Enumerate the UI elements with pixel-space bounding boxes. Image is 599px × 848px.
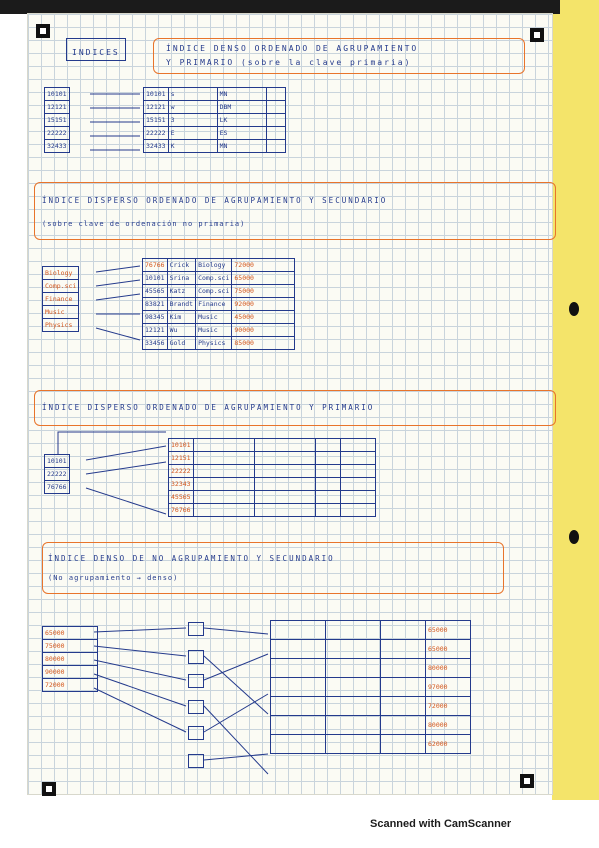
table-row: 45565 bbox=[169, 491, 376, 504]
section4-index bbox=[42, 626, 98, 692]
table-row: 10101 s MN bbox=[144, 88, 286, 101]
table-row: 72000 bbox=[271, 697, 471, 716]
list-item: Music bbox=[43, 306, 79, 319]
table-row: 65000 bbox=[271, 621, 471, 640]
table-row: 97000 bbox=[271, 678, 471, 697]
section4-file bbox=[270, 620, 471, 754]
table-row: 65000 bbox=[271, 640, 471, 659]
list-item: 80000 bbox=[43, 653, 98, 666]
table-row: 76766 Crick Biology 72000 bbox=[143, 259, 295, 272]
table-row: 15151 3 LK bbox=[144, 114, 286, 127]
bucket-box bbox=[188, 754, 204, 768]
table-row: 98345 Kim Music 45000 bbox=[143, 311, 295, 324]
paper-edge bbox=[552, 0, 599, 800]
section2-index bbox=[42, 266, 79, 332]
table-row: 10101 bbox=[169, 439, 376, 452]
table-row: 22222 bbox=[169, 465, 376, 478]
section1-subtitle: Y PRIMARIO (sobre la clave primaria) bbox=[166, 58, 412, 67]
table-row: 12121 Wu Music 90000 bbox=[143, 324, 295, 337]
list-item: Physics bbox=[43, 319, 79, 332]
list-item: 10101 bbox=[45, 88, 70, 101]
page-title bbox=[66, 38, 126, 61]
list-item: 22222 bbox=[45, 127, 70, 140]
section1-title: ÍNDICE DENSO ORDENADO DE AGRUPAMIENTO bbox=[166, 44, 419, 53]
table-row: 80000 bbox=[271, 716, 471, 735]
table-row: 22222 E ES bbox=[144, 127, 286, 140]
list-item: 72000 bbox=[43, 679, 98, 692]
table-row: 10101 Srina Comp.sci 65000 bbox=[143, 272, 295, 285]
list-item: Biology bbox=[43, 267, 79, 280]
list-item: Comp.sci bbox=[43, 280, 79, 293]
table-row: 33456 Gold Physics 85000 bbox=[143, 337, 295, 350]
table-row: 83821 Brandt Finance 92000 bbox=[143, 298, 295, 311]
list-item: 75000 bbox=[43, 640, 98, 653]
table-row: 76766 bbox=[169, 504, 376, 517]
table-row: 12151 bbox=[169, 452, 376, 465]
section2-title-box bbox=[34, 182, 556, 240]
bucket-box bbox=[188, 726, 204, 740]
section3-file bbox=[168, 438, 376, 517]
section3-title: ÍNDICE DISPERSO ORDENADO DE AGRUPAMIENTO Y PRIMARIO bbox=[42, 403, 375, 412]
notebook-page bbox=[28, 14, 552, 794]
list-item: 22222 bbox=[45, 468, 70, 481]
list-item: 65000 bbox=[43, 627, 98, 640]
corner-marker-icon bbox=[36, 24, 50, 38]
list-item: 32433 bbox=[45, 140, 70, 153]
section4-title: ÍNDICE DENSO DE NO AGRUPAMIENTO Y SECUNDARIO bbox=[48, 554, 335, 563]
corner-marker-icon bbox=[520, 774, 534, 788]
page-title-text: INDICES bbox=[72, 48, 120, 57]
bucket-box bbox=[188, 700, 204, 714]
section3-index bbox=[44, 454, 70, 494]
scan-top-border bbox=[0, 0, 560, 14]
table-row: 62000 bbox=[271, 735, 471, 754]
table-row: 32433 K MN bbox=[144, 140, 286, 153]
table-row: 45565 Katz Comp.sci 75000 bbox=[143, 285, 295, 298]
binder-hole-icon bbox=[569, 302, 579, 316]
bucket-box bbox=[188, 674, 204, 688]
table-row: 12121 w DBM bbox=[144, 101, 286, 114]
bucket-box bbox=[188, 650, 204, 664]
section4-title-box bbox=[42, 542, 504, 594]
section2-subtitle: (sobre clave de ordenación no primaria) bbox=[42, 220, 246, 228]
list-item: 12121 bbox=[45, 101, 70, 114]
bucket-box bbox=[188, 622, 204, 636]
section2-file bbox=[142, 258, 295, 350]
corner-marker-icon bbox=[530, 28, 544, 42]
list-item: Finance bbox=[43, 293, 79, 306]
section1-index bbox=[44, 87, 70, 153]
table-row: 80000 bbox=[271, 659, 471, 678]
list-item: 90000 bbox=[43, 666, 98, 679]
list-item: 10101 bbox=[45, 455, 70, 468]
section4-subtitle: (No agrupamiento → denso) bbox=[48, 574, 179, 582]
list-item: 15151 bbox=[45, 114, 70, 127]
section1-file bbox=[143, 87, 286, 153]
table-row: 32343 bbox=[169, 478, 376, 491]
binder-hole-icon bbox=[569, 530, 579, 544]
corner-marker-icon bbox=[42, 782, 56, 796]
footer-watermark: Scanned with CamScanner bbox=[370, 818, 512, 830]
list-item: 76766 bbox=[45, 481, 70, 494]
section2-title: ÍNDICE DISPERSO ORDENADO DE AGRUPAMIENTO Y SECUNDARIO bbox=[42, 196, 388, 205]
